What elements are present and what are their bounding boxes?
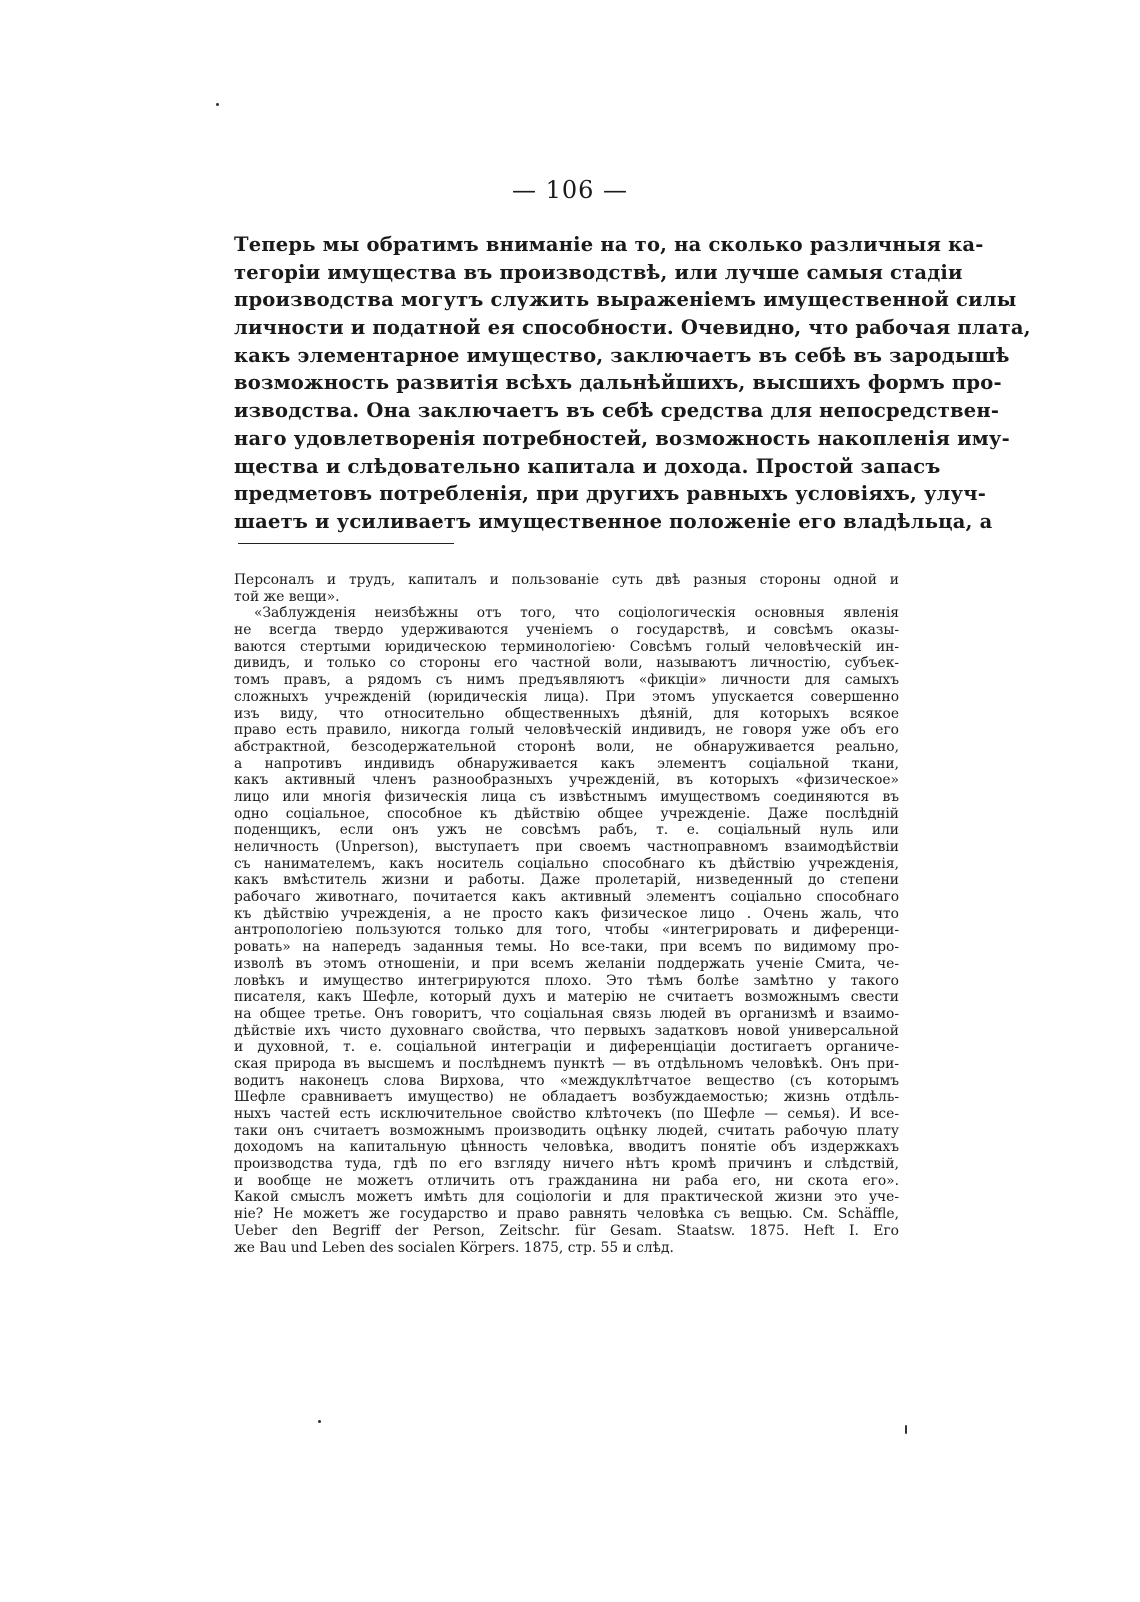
footnote-line: антропологіею пользуются только для того, чтобы «интегрировать и диференци- <box>234 922 899 939</box>
footnote-line: и вообще не можетъ отличить отъ гражданина ни раба его, ни скота его». <box>234 1172 899 1189</box>
footnote-line: не всегда твердо удерживаются ученіемъ о государствѣ, и совсѣмъ оказы- <box>234 622 899 639</box>
footnote-line: Ueber den Begriff der Person, Zeitschr. für Gesam. Staatsw. 1875. Heft I. Его <box>234 1222 899 1239</box>
footnote-line: ская природа въ высшемъ и послѣднемъ пунктѣ — въ отдѣльномъ человѣкѣ. Онъ при- <box>234 1055 899 1072</box>
main-text-line: Теперь мы обратимъ вниманіе на то, на сколько различныя ка- <box>234 233 984 256</box>
footnote-line: съ нанимателемъ, какъ носитель соціально способнаго къ дѣйствію учрежденія, <box>234 855 899 872</box>
footnote-line: изъ виду, что относительно общественныхъ дѣяній, для которыхъ всякое <box>234 705 899 722</box>
main-text-line: наго удовлетворенія потребностей, возможность накопленія иму- <box>234 426 1010 450</box>
main-text-line: возможность развитія всѣхъ дальнѣйшихъ, высшихъ формъ про- <box>234 371 1002 395</box>
footnote-line: неличность (Unperson), выступаетъ при своемъ частноправномъ взаимодѣйствіи <box>234 839 899 855</box>
main-text-line: изводства. Она заключаетъ въ себѣ средства для непосредствен- <box>234 399 1000 423</box>
footnote-line: къ дѣйствію учрежденія, а не просто какъ физическое лицо . Очень жаль, что <box>234 905 899 922</box>
scan-speck <box>216 103 219 106</box>
footnote-line: лицо или многія физическія лица съ извѣстнымъ имуществомъ соединяются въ <box>234 788 899 805</box>
footnote-line: писателя, какъ Шефле, который духъ и матерію не считаетъ возможнымъ свести <box>234 989 899 1006</box>
main-text-line: шаетъ и усиливаетъ имущественное положеніе его владѣльца, а <box>234 509 993 533</box>
footnote-line: на общее третье. Онъ говоритъ, что соціальная связь людей въ организмѣ и взаимо- <box>234 1005 899 1022</box>
footnote-line: поденщикъ, если онъ ужъ не совсѣмъ рабъ, т. е. соціальный нуль или <box>234 822 899 839</box>
page-number: — 106 — <box>511 176 629 204</box>
footnote-line: ваются стертыми юридическою терминологіею· Совсѣмъ голый человѣческій ин- <box>234 638 899 655</box>
footnote-line: производства туда, гдѣ по его взгляду ничего нѣтъ кромѣ причинъ и слѣдствій, <box>234 1156 899 1173</box>
footnote-line: ровать» на напередъ заданныя темы. Но все-таки, при всемъ по видимому про- <box>234 939 899 956</box>
footnote-line: ніе? Не можетъ же государство и право равнять человѣка съ вещью. См. Schäffle, <box>234 1206 899 1223</box>
footnote-line: Персоналъ и трудъ, капиталъ и пользованіе суть двѣ разныя стороны одной и <box>234 572 899 588</box>
footnote-line: изволѣ въ этомъ отношеніи, и при всемъ желаніи поддержать ученіе Смита, че- <box>234 955 899 972</box>
footnote-line: доходомъ на капитальную цѣнность человѣка, вводитъ понятіе объ издержкахъ <box>234 1139 899 1156</box>
main-paragraph <box>234 231 1031 536</box>
footnote-line: ловѣкъ и имущество интегрируются плохо. Это тѣмъ болѣе замѣтно у такого <box>234 972 899 989</box>
scan-speck <box>905 1425 907 1434</box>
footnote-block <box>234 572 899 1256</box>
footnote-line: рабочаго животнаго, почитается какъ активный элементъ соціально способнаго <box>234 889 899 906</box>
footnote-line: Какой смыслъ можетъ имѣть для соціологіи и для практической жизни это уче- <box>234 1189 899 1206</box>
footnote-line: Шефле сравниваетъ имущество) не обладаетъ возбуждаемостью; жизнь отдѣль- <box>234 1089 899 1106</box>
footnote-line: той же вещи». <box>234 588 340 605</box>
footnote-line: абстрактной, безсодержательной сторонѣ воли, не обнаруживается реально, <box>234 738 899 755</box>
footnote-line: одно соціальное, способное къ дѣйствію общее учрежденіе. Даже послѣдній <box>234 805 899 822</box>
footnote-line: какъ активный членъ разнообразныхъ учрежденій, въ которыхъ «физическое» <box>234 772 899 789</box>
footnote-line: сложныхъ учрежденій (юридическія лица). При этомъ упускается совершенно <box>234 688 899 705</box>
footnote-line: водитъ наконецъ слова Вирхова, что «междуклѣтчатое вещество (съ которымъ <box>234 1072 899 1089</box>
footnote-line: же Bau und Leben des socialen Körpers. 1875, стр. 55 и слѣд. <box>234 1239 674 1256</box>
main-text-line: предметовъ потребленія, при другихъ равныхъ условіяхъ, улуч- <box>234 482 987 506</box>
footnote-line: дѣйствіе ихъ чисто духовнаго свойства, что первыхъ задатковъ новой универсальной <box>234 1022 899 1039</box>
main-text-line: какъ элементарное имущество, заключаетъ въ себѣ въ зародышѣ <box>234 343 1010 367</box>
footnote-line: а напротивъ индивидъ обнаруживается какъ элементъ соціальной ткани, <box>234 755 899 772</box>
footnote-line: ныхъ частей есть исключительное свойство клѣточекъ (по Шефле — семья). И все- <box>234 1106 899 1122</box>
main-text-line: производства могутъ служить выраженіемъ имущественной силы <box>234 288 1017 312</box>
scan-speck <box>318 1420 321 1423</box>
main-text-line: щества и слѣдовательно капитала и дохода. Простой запасъ <box>234 454 941 478</box>
main-text-line: личности и податной ея способности. Очевидно, что рабочая плата, <box>234 316 1031 340</box>
footnote-separator <box>238 543 454 544</box>
main-text-line: тегоріи имущества въ производствѣ, или лучше самыя стадіи <box>234 260 963 284</box>
footnote-line: таки онъ считаетъ возможнымъ производить оцѣнку людей, считать рабочую плату <box>234 1122 899 1139</box>
footnote-line: «Заблужденія неизбѣжны отъ того, что соціологическія основныя явленія <box>254 605 899 622</box>
footnote-line: томъ правъ, а рядомъ съ нимъ предъявляютъ «фикціи» личности для самыхъ <box>234 672 899 689</box>
footnote-line: и духовной, т. е. соціальной интеграціи и диференціаціи достигаетъ органиче- <box>234 1039 899 1056</box>
footnote-line: право есть правило, никогда голый человѣческій индивидъ, не говоря уже объ его <box>234 722 899 739</box>
footnote-line: дивидъ, и только со стороны его частной воли, называютъ личностію, субъек- <box>234 655 899 672</box>
footnote-line: какъ вмѣститель жизни и работы. Даже пролетарій, низведенный до степени <box>234 872 899 889</box>
